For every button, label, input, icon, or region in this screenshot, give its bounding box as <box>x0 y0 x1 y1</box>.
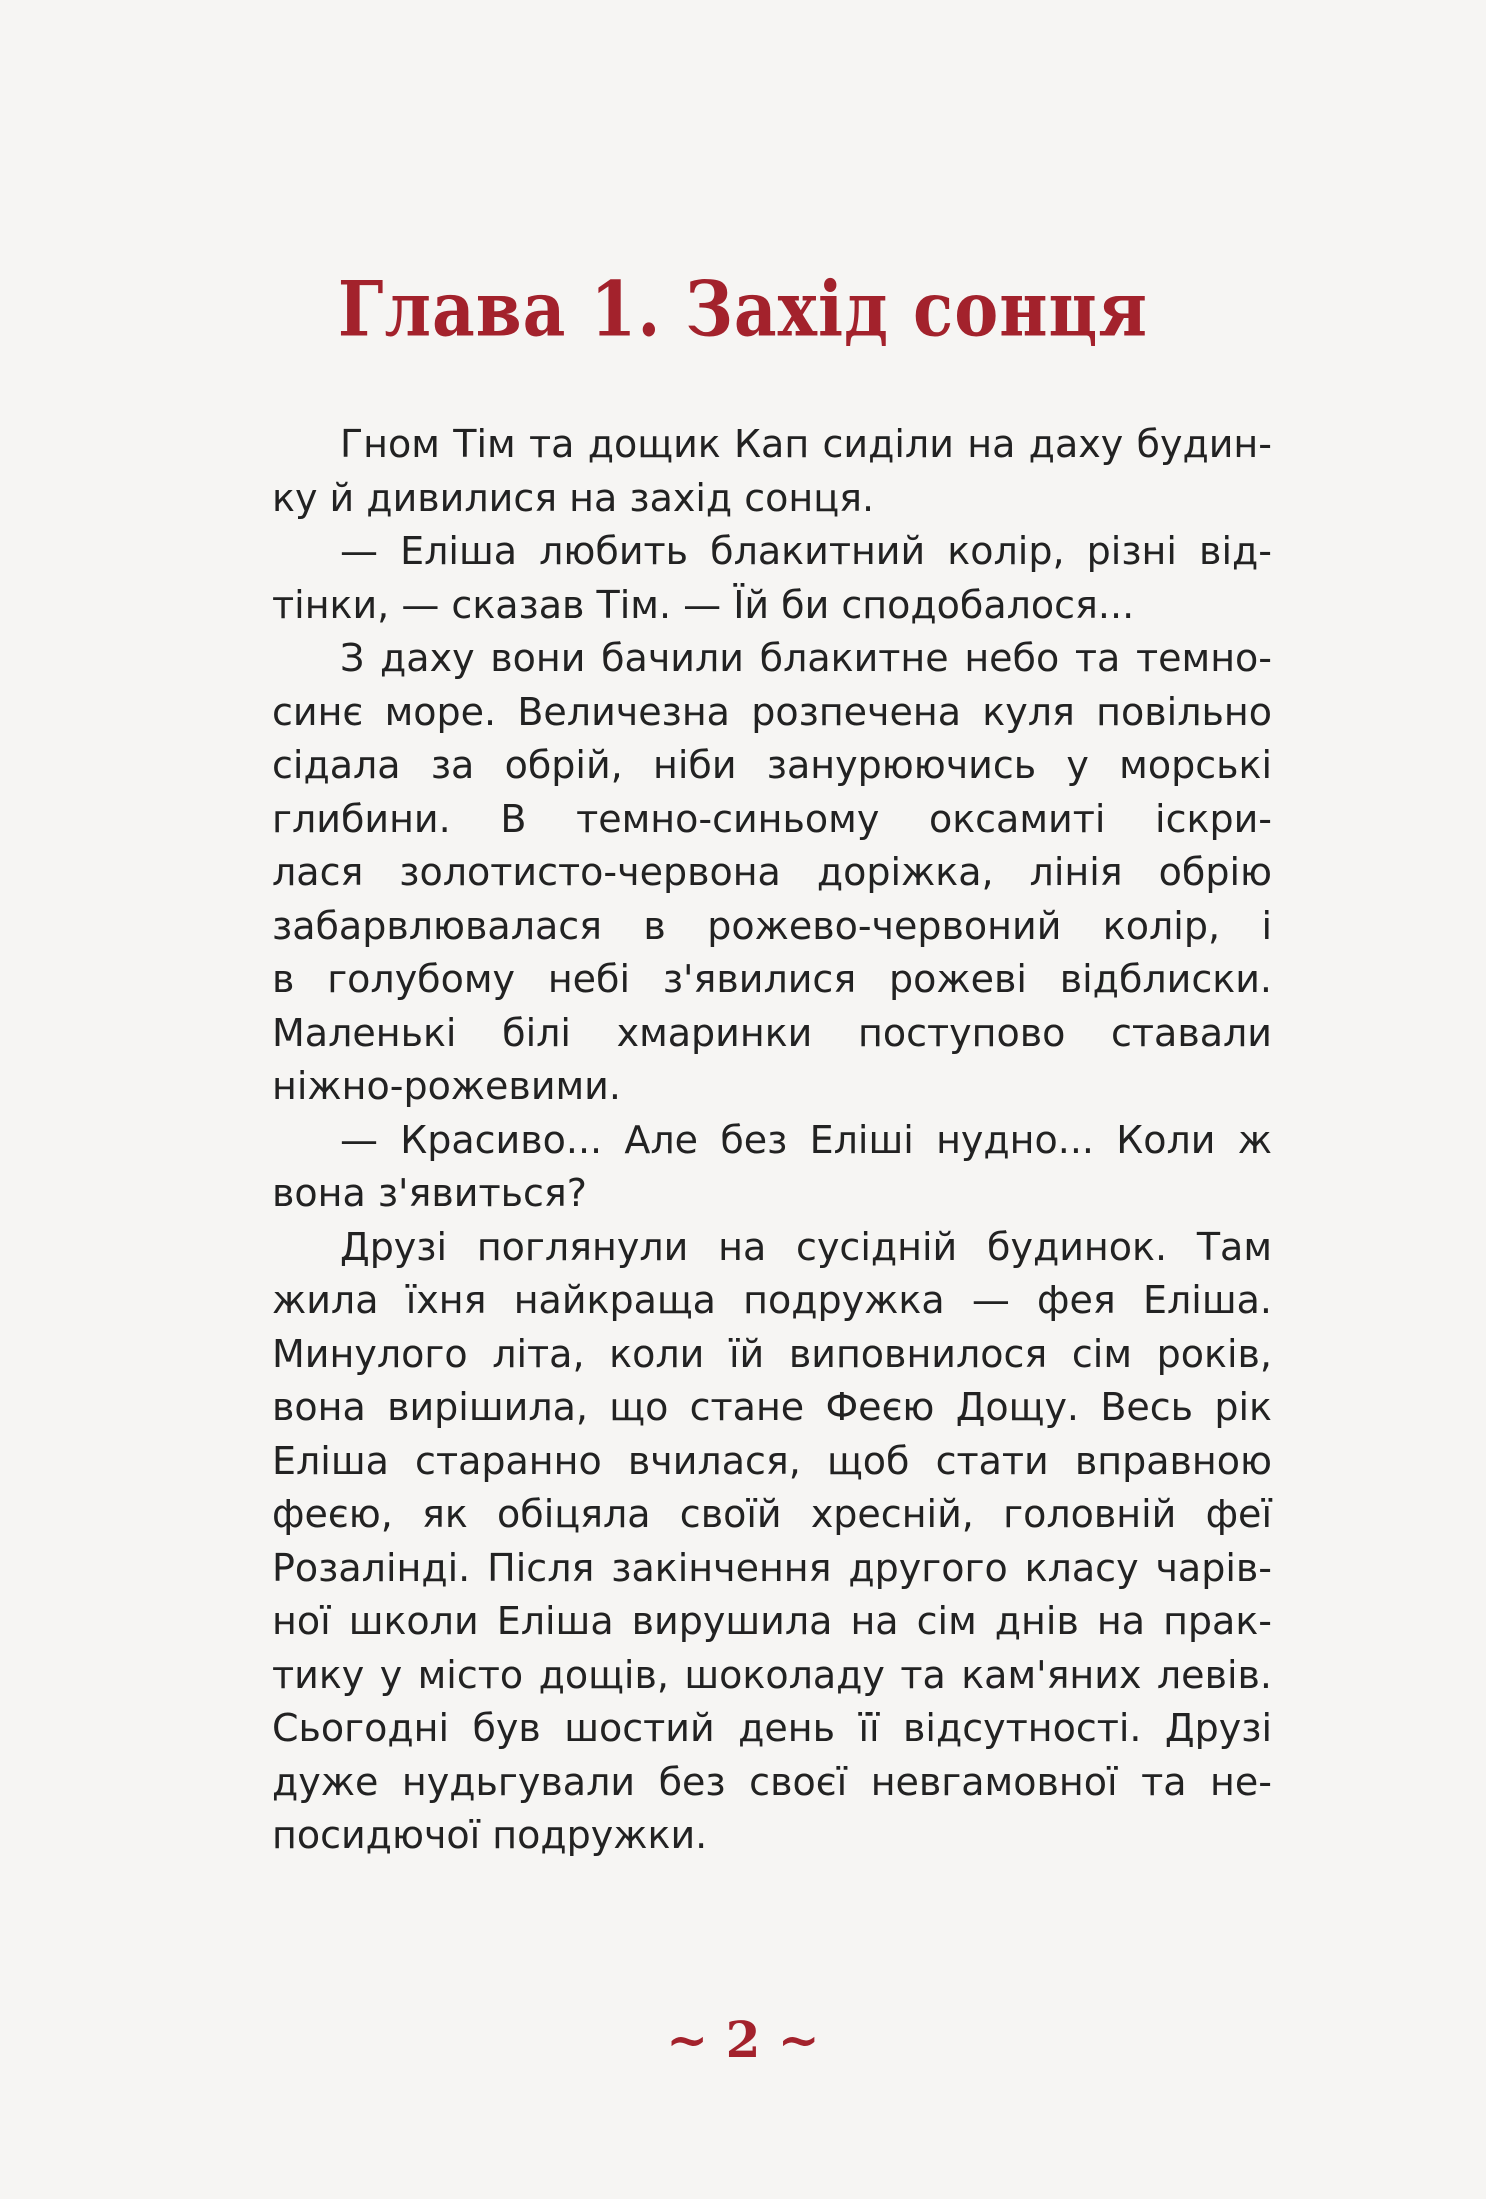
text-line: ніжно-рожевими. <box>272 1064 621 1108</box>
text-line: З даху вони бачили блакитне небо та темно- <box>340 636 1272 680</box>
text-line: Розалінді. Після закінчення другого класу чарів- <box>272 1545 1272 1590</box>
text-line: дуже нудьгували без своєї невгамовної та не- <box>272 1759 1272 1804</box>
text-line: вона вирішила, що стане Феєю Дощу. Весь рік <box>272 1385 1272 1429</box>
chapter-title: Глава 1. Захід сонця <box>337 264 1149 354</box>
text-line: Гном Тім та дощик Кап сиділи на даху будин- <box>340 422 1272 466</box>
text-line: синє море. Величезна розпечена куля повільно <box>272 689 1272 734</box>
text-line: Сьогодні був шостий день її відсутності. Друзі <box>272 1706 1272 1750</box>
text-line: — Красиво... Але без Еліші нудно... Коли ж <box>340 1117 1272 1162</box>
text-line: жила їхня найкраща подружка — фея Еліша. <box>272 1278 1272 1322</box>
text-line: ної школи Еліша вирушила на сім днів на прак- <box>272 1599 1272 1643</box>
text-line: феєю, як обіцяла своїй хресній, головній феї <box>272 1492 1272 1536</box>
text-line: глибини. В темно-синьому оксамиті іскри- <box>272 796 1272 841</box>
text-line: — Еліша любить блакитний колір, різні від- <box>340 529 1272 573</box>
text-line: Друзі поглянули на сусідній будинок. Там <box>340 1224 1272 1269</box>
text-line: тінки, — сказав Тім. — Їй би сподобалося... <box>272 582 1135 627</box>
chapter-body <box>272 418 1272 1863</box>
text-line: вона з'явиться? <box>272 1171 587 1215</box>
text-line: тику у місто дощів, шоколаду та кам'яних левів. <box>272 1652 1272 1697</box>
text-line: Маленькі білі хмаринки поступово ставали <box>272 1010 1272 1055</box>
text-line: забарвлювалася в рожево-червоний колір, і <box>272 903 1272 948</box>
page-number: ~ 2 ~ <box>666 2010 820 2069</box>
text-line: посидючої подружки. <box>272 1813 708 1857</box>
text-line: Минулого літа, коли їй виповнилося сім років, <box>272 1331 1272 1376</box>
text-line: Еліша старанно вчилася, щоб стати вправною <box>272 1438 1272 1483</box>
text-line: в голубому небі з'явилися рожеві відблиски. <box>272 957 1272 1001</box>
text-line: сідала за обрій, ніби занурюючись у морські <box>272 743 1272 787</box>
text-line: лася золотисто-червона доріжка, лінія обрію <box>272 850 1272 894</box>
text-line: ку й дивилися на захід сонця. <box>272 475 875 520</box>
